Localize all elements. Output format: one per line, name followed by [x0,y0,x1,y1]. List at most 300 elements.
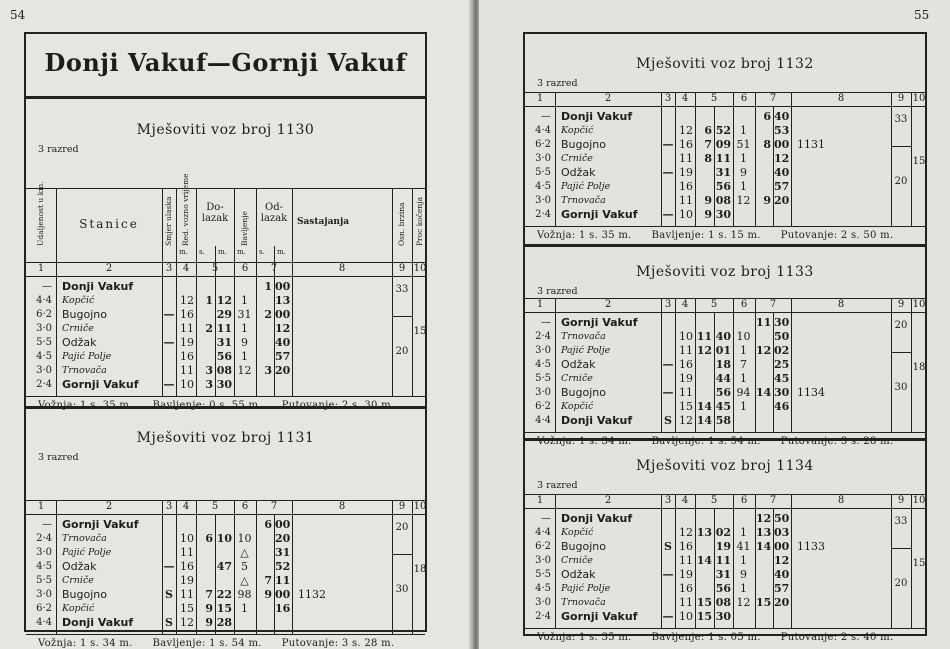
arrival-minute: 11 [216,322,232,335]
table-row [525,568,925,582]
arrival-minute: 15 [216,602,232,615]
run-time-cell: 11 [679,152,693,165]
distance-cell: 6·2 [535,401,551,412]
unit-label: s. [199,248,205,256]
departure-minute: 57 [275,350,291,363]
column-number: 8 [338,263,346,274]
run-time-cell: 15 [679,400,693,413]
page-number-left: 54 [10,8,26,22]
column-number: 1 [536,495,544,506]
run-time-cell: 10 [679,330,693,343]
arrival-hour: 2 [205,322,213,335]
station-name: Pajić Polje [561,181,611,192]
column-number: 5 [211,501,219,512]
departure-minute: 46 [774,400,790,413]
direction-cell: — [662,138,674,151]
direction-cell: — [662,166,674,179]
dwell-cell: 31 [237,308,252,321]
station-name: Pajić Polje [561,583,611,594]
column-number: 3 [664,495,672,506]
departure-minute: 57 [774,582,790,595]
arrival-minute: 56 [216,350,232,363]
arrival-minute: 18 [715,358,731,371]
column-number: 10 [912,93,926,104]
speed-value: 30 [894,382,908,393]
dwell-cell: 10 [237,532,252,545]
table-row [525,610,925,624]
departure-minute: 16 [275,602,291,615]
arrival-header: Do- lazak [201,202,229,224]
column-number: 8 [837,93,845,104]
run-time-cell: 16 [180,560,194,573]
run-time-cell: 12 [679,526,693,539]
table-bottom-rule [26,396,425,397]
table-row [525,512,925,526]
departure-hour: 6 [264,518,272,531]
departure-hour: 13 [756,526,772,539]
distance-cell: 4·4 [535,125,551,136]
station-name: Odžak [561,568,596,581]
distance-cell: 5·5 [535,373,551,384]
station-name: Gornji Vakuf [62,378,139,391]
departure-minute: 00 [774,540,790,553]
distance-cell: 5·5 [36,337,52,348]
run-time-cell: 11 [679,344,693,357]
arrival-hour: 6 [205,532,213,545]
column-number: 7 [769,299,777,310]
run-time-cell: 11 [180,588,194,601]
departure-hour: 1 [264,280,272,293]
run-time-cell: 10 [180,378,194,391]
stations-header: Stanice [79,217,139,231]
footer-bavljenje: Bavljenje: 0 s. 55 m. [152,400,262,411]
column-number: 7 [270,501,278,512]
dwell-cell: 94 [736,386,751,399]
station-name: Donji Vakuf [62,616,134,629]
direction-cell: S [165,588,173,601]
table-row [525,124,925,138]
departure-minute: 20 [275,532,291,545]
table-row [525,372,925,386]
table-row [525,414,925,428]
direction-cell: S [664,540,672,553]
distance-cell: 4·5 [535,359,551,370]
run-time-cell: 16 [180,308,194,321]
station-name: Donji Vakuf [561,110,633,123]
station-name: Donji Vakuf [561,414,633,427]
column-number: 3 [664,299,672,310]
braking-value: 18 [413,564,427,575]
run-time-cell: 11 [679,386,693,399]
departure-hour: 12 [756,344,772,357]
departure-minute: 45 [774,372,790,385]
column-number: 7 [769,495,777,506]
footer-voznja: Vožnja: 1 s. 35 m. [537,230,632,241]
distance-cell: 5·5 [535,569,551,580]
column-number: 2 [105,501,113,512]
table-row [525,582,925,596]
arrival-minute: 08 [216,364,232,377]
dwell-cell: 1 [740,400,747,413]
departure-hour: 14 [756,386,772,399]
table-row [26,602,425,616]
dwell-cell: 12 [237,364,252,377]
departure-minute: 02 [774,344,790,357]
arrival-hour: 3 [205,378,213,391]
unit-label: s. [259,248,265,256]
speed-value: 20 [395,522,409,533]
arrival-minute: 47 [216,560,232,573]
dwell-cell: 5 [241,560,248,573]
vertical-header: Red. vozno vrijeme [181,173,190,246]
column-number: 8 [338,501,346,512]
arrival-minute: 01 [715,344,731,357]
distance-cell: 3·0 [535,345,551,356]
footer-bavljenje: Bavljenje: 1 s. 05 m. [651,632,761,643]
left-frame [24,32,427,649]
departure-minute: 03 [774,526,790,539]
station-name: Bugojno [62,308,107,321]
departure-minute: 13 [275,294,291,307]
dwell-cell: △ [240,574,249,587]
station-name: Odžak [561,166,596,179]
distance-cell: 5·5 [36,575,52,586]
footer-putovanje: Putovanje: 2 s. 30 m. [281,400,395,411]
departure-minute: 50 [774,330,790,343]
distance-cell: 4·4 [36,295,52,306]
arrival-minute: 45 [715,400,731,413]
route-title: Donji Vakuf—Gornji Vakuf [44,48,407,77]
meeting-cell: 1132 [298,588,326,601]
speed-divider [392,316,412,317]
distance-cell: 4·5 [535,181,551,192]
column-number: 9 [398,263,406,274]
departure-minute: 30 [774,386,790,399]
column-number: 4 [681,299,689,310]
column-number: 2 [105,263,113,274]
table-bottom-rule [26,634,425,635]
departure-minute: 12 [774,152,790,165]
station-name: Gornji Vakuf [561,208,638,221]
arrival-minute: 56 [715,582,731,595]
arrival-minute: 30 [715,208,731,221]
table-row [525,386,925,400]
direction-cell: — [662,358,674,371]
dwell-cell: 1 [241,322,248,335]
run-time-cell: 10 [679,208,693,221]
distance-cell: 6·2 [535,139,551,150]
table-row [26,588,425,602]
column-number: 8 [837,299,845,310]
train-title: Mješoviti voz broj 1133 [636,264,814,280]
direction-cell: — [163,336,175,349]
departure-minute: 57 [774,180,790,193]
dwell-cell: 1 [241,350,248,363]
column-number: 6 [740,495,748,506]
distance-cell: 3·0 [36,323,52,334]
run-time-cell: 16 [679,582,693,595]
direction-cell: — [662,208,674,221]
footer-putovanje: Putovanje: 2 s. 40 m. [780,632,894,643]
station-name: Pajić Polje [62,547,112,558]
vertical-header: Udaljenost u km. [36,181,45,246]
column-number: 1 [536,93,544,104]
column-number: 1 [37,501,45,512]
column-number: 4 [182,501,190,512]
arrival-minute: 30 [715,610,731,623]
column-number: 10 [912,495,926,506]
column-number: 9 [897,299,905,310]
page-number-right: 55 [914,8,930,22]
station-name: Odžak [62,336,97,349]
speed-value: 20 [395,346,409,357]
distance-cell: 2·4 [535,611,551,622]
direction-cell: S [664,414,672,427]
dwell-cell: 51 [736,138,751,151]
station-name: Trnovača [62,533,107,544]
departure-minute: 50 [774,512,790,525]
departure-minute: 11 [275,574,291,587]
meeting-cell: 1134 [797,386,825,399]
table-row [525,526,925,540]
class-label: 3 razred [38,144,79,155]
table-top-rule [26,188,425,189]
train-1134-section [525,440,926,643]
arrival-hour: 14 [696,400,712,413]
vertical-header: Smjer ulaska [164,196,173,246]
arrival-hour: 14 [696,414,712,427]
station-name: Trnovača [561,331,606,342]
column-number: 6 [241,263,249,274]
run-time-cell: 16 [679,540,693,553]
footer-voznja: Vožnja: 1 s. 35 m. [38,400,133,411]
distance-cell: 3·0 [535,555,551,566]
distance-cell: 4·5 [36,351,52,362]
distance-cell: 2·4 [535,331,551,342]
distance-cell: 4·5 [535,583,551,594]
arrival-minute: 56 [715,180,731,193]
class-label: 3 razred [537,286,578,297]
footer-bavljenje: Bavljenje: 1 s. 54 m. [651,436,761,447]
table-row [525,330,925,344]
column-number: 7 [769,93,777,104]
table-bottom-rule [525,226,925,227]
train-1130-section [26,98,427,411]
station-name: Gornji Vakuf [561,316,638,329]
arrival-hour: 9 [704,194,712,207]
column-number-rule [525,508,925,509]
distance-cell: 2·4 [535,209,551,220]
table-row [525,208,925,222]
dwell-cell: 1 [740,526,747,539]
departure-minute: 00 [275,518,291,531]
column-number: 4 [681,495,689,506]
dwell-cell: 1 [740,124,747,137]
distance-cell: 4·5 [36,561,52,572]
column-number: 4 [182,263,190,274]
arrival-hour: 7 [704,138,712,151]
station-name: Bugojno [561,138,606,151]
arrival-minute: 29 [216,308,232,321]
departure-minute: 00 [275,308,291,321]
table-row [26,560,425,574]
train-title: Mješoviti voz broj 1131 [136,430,315,446]
table-row [26,574,425,588]
departure-minute: 20 [275,364,291,377]
departure-minute: 20 [774,596,790,609]
arrival-minute: 12 [216,294,232,307]
dwell-cell: 9 [740,568,747,581]
run-time-cell: 10 [180,532,194,545]
meetings-header: Sastajanja [296,217,350,227]
dwell-cell: △ [240,546,249,559]
dwell-cell: 9 [241,336,248,349]
run-time-cell: 12 [180,294,194,307]
departure-hour: 11 [756,316,772,329]
column-number: 10 [912,299,926,310]
table-bottom-rule [525,432,925,433]
run-time-cell: 12 [679,124,693,137]
speed-divider [891,352,911,353]
table-row [525,358,925,372]
table-row [26,336,425,350]
arrival-hour: 9 [205,602,213,615]
run-time-cell: 11 [180,322,194,335]
footer-putovanje: Putovanje: 3 s. 28 m. [281,638,395,649]
arrival-hour: 12 [696,344,712,357]
table-row [525,596,925,610]
distance-cell: 6·2 [36,309,52,320]
dwell-cell: 12 [736,596,751,609]
table-row [26,518,425,532]
speed-value: 20 [894,578,908,589]
run-time-cell: 11 [679,554,693,567]
dwell-cell: 9 [740,166,747,179]
distance-cell: 3·0 [36,547,52,558]
run-time-cell: 16 [679,138,693,151]
column-number: 7 [270,263,278,274]
distance-cell: 4·4 [535,527,551,538]
meeting-cell: 1131 [797,138,825,151]
table-row [525,152,925,166]
departure-hour: 9 [763,194,771,207]
table-row [525,554,925,568]
column-number-rule [26,276,425,277]
train-title: Mješoviti voz broj 1130 [136,122,315,138]
column-number: 6 [740,299,748,310]
column-number: 6 [241,501,249,512]
braking-value: 15 [912,558,926,569]
distance-cell: 3·0 [36,365,52,376]
station-name: Bugojno [561,540,606,553]
meeting-cell: 1133 [797,540,825,553]
column-number: 5 [710,495,718,506]
run-time-cell: 16 [180,350,194,363]
station-name: Odžak [561,358,596,371]
train-title: Mješoviti voz broj 1134 [636,458,814,474]
footer-bavljenje: Bavljenje: 1 s. 15 m. [651,230,761,241]
run-time-cell: 19 [679,166,693,179]
column-number: 1 [536,299,544,310]
arrival-minute: 19 [715,540,731,553]
direction-cell: S [165,616,173,629]
speed-value: 33 [894,516,908,527]
distance-cell: 3·0 [535,153,551,164]
station-name: Kopčić [561,125,594,136]
speed-divider [891,146,911,147]
arrival-minute: 08 [715,194,731,207]
right-frame [523,32,927,643]
departure-hour: 3 [264,364,272,377]
table-row [26,378,425,392]
vertical-header: Osn. brzina [397,202,406,246]
station-name: Pajić Polje [62,351,112,362]
station-name: Crniče [561,555,593,566]
speed-value: 20 [894,320,908,331]
departure-hour: 6 [763,110,771,123]
left-page [0,0,471,649]
table-row [525,138,925,152]
unit-label: m. [218,248,227,256]
departure-minute: 00 [275,280,291,293]
class-label: 3 razred [38,452,79,463]
arrival-hour: 15 [696,610,712,623]
braking-value: 18 [912,362,926,373]
column-number: 2 [604,93,612,104]
station-name: Gornji Vakuf [62,518,139,531]
column-number-rule [26,514,425,515]
departure-minute: 40 [774,568,790,581]
distance-cell: 5·5 [535,167,551,178]
speed-value: 20 [894,176,908,187]
run-time-cell: 11 [679,596,693,609]
arrival-hour: 1 [205,294,213,307]
arrival-hour: 9 [704,208,712,221]
arrival-minute: 02 [715,526,731,539]
distance-cell: 2·4 [36,533,52,544]
table-row [525,540,925,554]
footer-voznja: Vožnja: 1 s. 35 m. [537,632,632,643]
speed-value: 30 [395,584,409,595]
distance-cell: 3·0 [535,195,551,206]
class-label: 3 razred [537,480,578,491]
footer-voznja: Vožnja: 1 s. 34 m. [38,638,133,649]
dwell-cell: 1 [740,582,747,595]
column-number: 5 [710,93,718,104]
column-number: 10 [413,263,427,274]
table-row [26,546,425,560]
departure-header: Od- lazak [260,202,288,224]
distance-cell: 3·0 [535,387,551,398]
dwell-cell: 1 [740,372,747,385]
station-name: Kopčić [561,527,594,538]
station-name: Crniče [561,373,593,384]
station-name: Kopčić [561,401,594,412]
vertical-header: Bavljenje [240,211,249,246]
run-time-cell: 10 [679,610,693,623]
arrival-hour: 7 [205,588,213,601]
dwell-cell: 10 [736,330,751,343]
column-number: 3 [165,263,173,274]
direction-cell: — [163,308,175,321]
table-row [525,344,925,358]
distance-cell: 6·2 [36,603,52,614]
braking-value: 15 [912,156,926,167]
unit-label: m. [277,248,286,256]
table-row [26,294,425,308]
dwell-cell: 1 [241,602,248,615]
table-row [525,400,925,414]
